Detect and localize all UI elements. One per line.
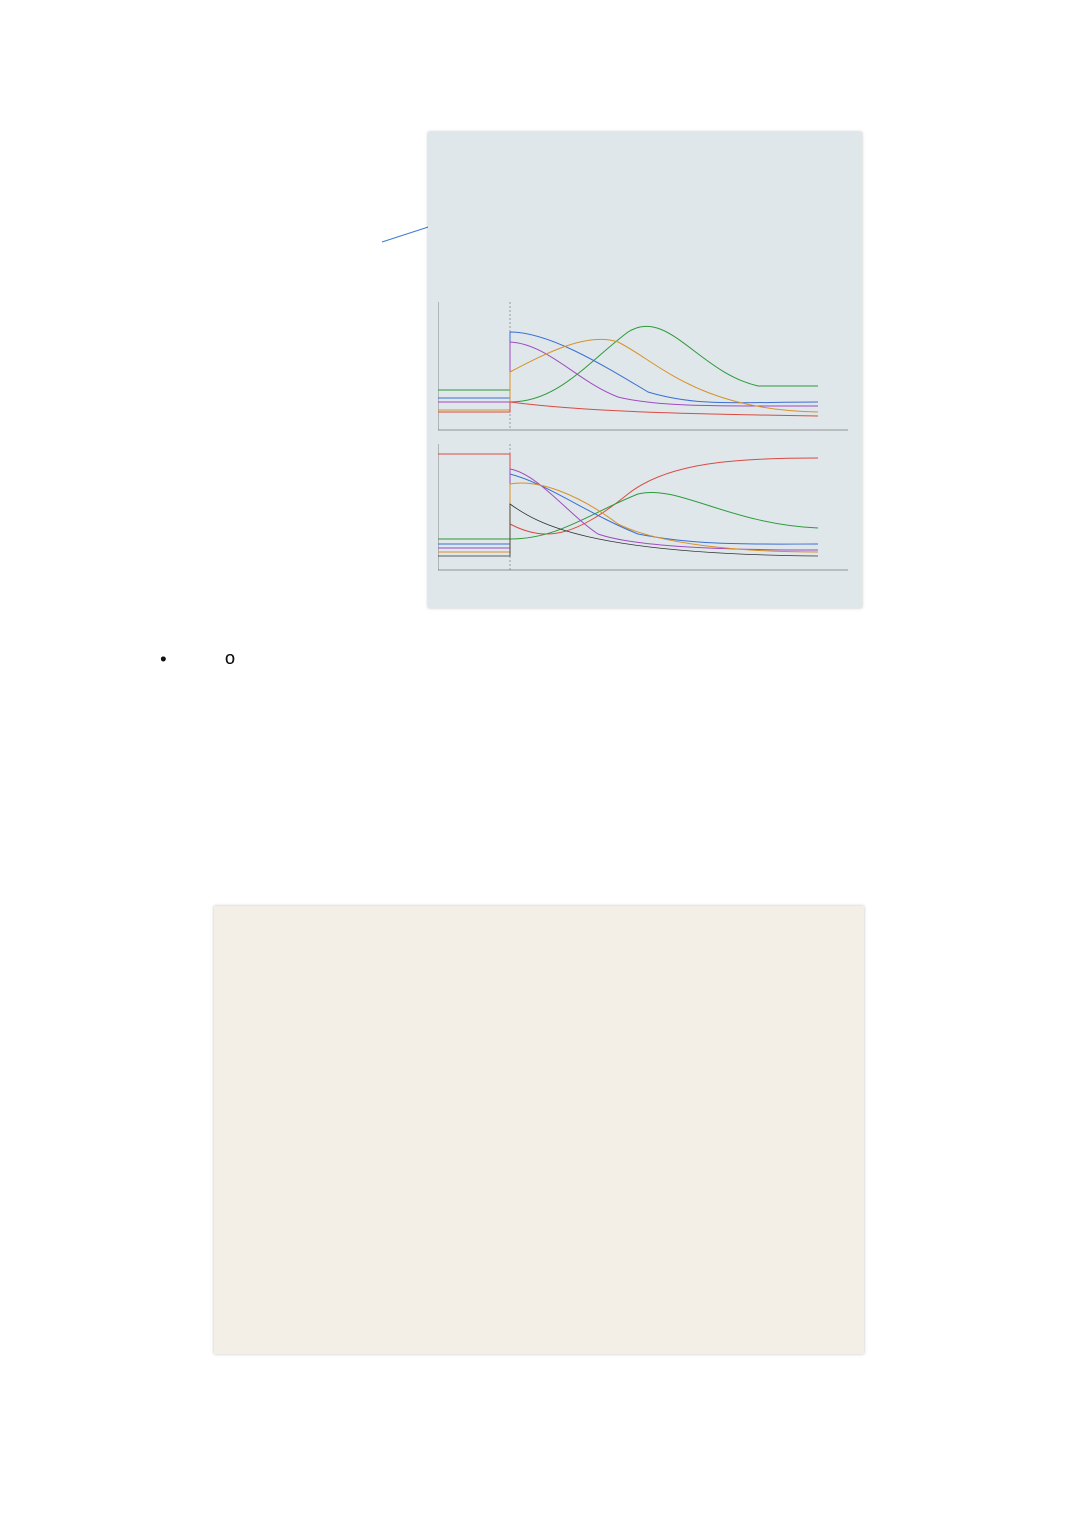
concentration-chart — [438, 444, 862, 572]
quality-class-bar — [428, 574, 862, 604]
curve-nitrate — [438, 492, 818, 539]
curve-protozoa — [438, 339, 818, 412]
curve-algae — [438, 326, 818, 402]
density-chart — [438, 302, 862, 432]
curve-fungi — [438, 332, 818, 403]
saprobic-table — [214, 906, 864, 1354]
curve-oxygen — [438, 454, 818, 534]
curve-bsb — [438, 469, 818, 550]
saprobic-zones-figure — [428, 132, 862, 608]
curve-extra — [438, 402, 818, 416]
curve-bacteria — [438, 342, 818, 406]
curve-phosphate — [438, 474, 818, 544]
